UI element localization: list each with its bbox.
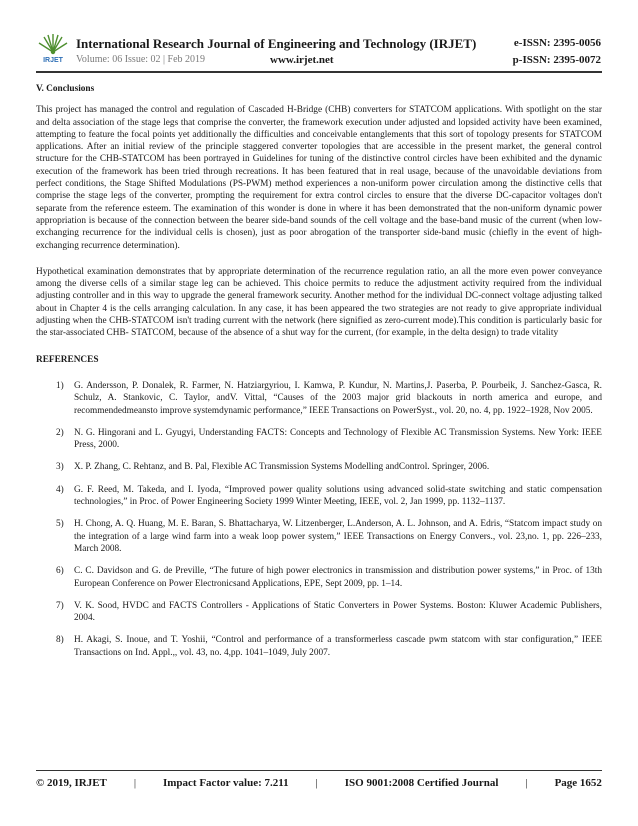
page-content bbox=[36, 80, 602, 669]
page-footer bbox=[36, 777, 602, 789]
reference-number: 8) bbox=[56, 635, 64, 646]
journal-title: International Research Journal of Engineering and Technology (IRJET) bbox=[76, 36, 477, 51]
reference-item bbox=[36, 461, 602, 473]
reference-item bbox=[36, 484, 602, 509]
conclusion-paragraph-2: Hypothetical examination demonstrates that by appropriate determination of the recurrence regulation ratio, an all the more even power conveyance among the diverse cells of a similar stage leg can be achieved. This choice permits to reduce the adjustment activity required from the individual adjusting controller and in this way to upgrade the general framework security. Another method for the individual DC-connect voltage adjusting talked about in Chapter 4 is the cells arranging calculation. In any case, it has been appeared the two strategies are not ready to give appropriate individual adjusting when the CHB-STATCOM isn't trading current with the network (here signified as zero-current mode).This condition is particularly basic for the star-associated CHB- STATCOM, because of the absence of a shut way for the current, (for example, in the delta design) to trade vitality bbox=[36, 266, 602, 339]
footer-separator: | bbox=[315, 777, 318, 789]
reference-item bbox=[36, 600, 602, 625]
volume-issue: Volume: 06 Issue: 02 | Feb 2019 bbox=[76, 54, 206, 65]
e-issn: e-ISSN: 2395-0056 bbox=[513, 37, 601, 49]
footer-iso: ISO 9001:2008 Certified Journal bbox=[344, 777, 499, 789]
footer-divider bbox=[36, 770, 602, 771]
footer-copyright: © 2019, IRJET bbox=[36, 777, 107, 789]
reference-item bbox=[36, 565, 602, 590]
footer-separator: | bbox=[133, 777, 137, 789]
reference-text: H. Akagi, S. Inoue, and T. Yoshii, “Control and performance of a transformerless cascade pwm statcom with star configuration,” IEEE Transactions on Ind. Appl.,, vol. 43, no. 4,pp. 1041–1049, July 2007. bbox=[74, 635, 602, 658]
reference-text: V. K. Sood, HVDC and FACTS Controllers - Applications of Static Converters in Power Systems. Boston: Kluwer Academic Publishers, 2004. bbox=[74, 600, 602, 624]
reference-number: 1) bbox=[56, 380, 64, 391]
p-issn: p-ISSN: 2395-0072 bbox=[512, 54, 601, 66]
section-heading: V. Conclusions bbox=[36, 84, 95, 94]
references-heading: REFERENCES bbox=[36, 354, 99, 365]
reference-number: 3) bbox=[56, 462, 64, 473]
reference-number: 5) bbox=[56, 519, 64, 530]
reference-number: 2) bbox=[56, 427, 64, 438]
reference-list bbox=[36, 380, 602, 659]
reference-text: C. C. Davidson and G. de Preville, “The future of high power electronics in transmission and distribution power systems,” in Proc. of 13th European Conference on Power Electronicsand Applications, EPE, Sept 2009, pp. 1–14. bbox=[74, 566, 602, 589]
reference-text: G. F. Reed, M. Takeda, and I. Iyoda, “Improved power quality solutions using advanced solid-state switching and static compensation technologies,” in Proc. of Power Engineering Society 1999 Winter Meeting, IEEE, vol. 2, Jan 1999, pp. 1132–1137. bbox=[74, 484, 602, 508]
reference-number: 6) bbox=[56, 566, 64, 577]
reference-number: 4) bbox=[56, 484, 64, 495]
logo-text: IRJET bbox=[43, 57, 63, 64]
page-header bbox=[0, 0, 638, 76]
reference-text: N. G. Hingorani and L. Gyugyi, Understanding FACTS: Concepts and Technology of Flexible AC Transmission Systems. New York: IEEE Press, 2000. bbox=[74, 427, 602, 451]
reference-item bbox=[36, 427, 602, 452]
reference-text: X. P. Zhang, C. Rehtanz, and B. Pal, Flexible AC Transmission Systems Modelling andControl. Springer, 2006. bbox=[74, 462, 490, 473]
reference-text: H. Chong, A. Q. Huang, M. E. Baran, S. Bhattacharya, W. Litzenberger, L.Anderson, A. L. Johnson, and A. Edris, “Statcom impact study on the integration of a large wind farm into a weak loop power system,” IEEE Transactions on Energy Convers., vol. 23,no. 1, pp. 226–233, March 2008. bbox=[74, 519, 602, 554]
footer-impact-factor: Impact Factor value: 7.211 bbox=[162, 777, 289, 789]
reference-item bbox=[36, 634, 602, 659]
footer-page-number: Page 1652 bbox=[554, 777, 602, 789]
journal-website: www.irjet.net bbox=[270, 54, 334, 66]
reference-item bbox=[36, 380, 602, 417]
reference-number: 7) bbox=[56, 600, 64, 611]
conclusion-paragraph-1: This project has managed the control and regulation of Cascaded H-Bridge (CHB) converters for STATCOM applications. With spotlight on the star and delta association of the stage legs that comprise the converter, the framework execution under adjusted and lopsided activity have been examined, attempting to feature the focal points yet additionally the difficulties and conceivable entanglements that this sort of topology presents for STATCOM applications. After an initial review of the principle staggered converter topologies that are accessible in the present market, the general control structure for the CHB-STATCOM has been portrayed in Guidelines for tuning of the distinctive control circles have been exhibited and the dynamic execution of the framework has been tried through recreations. It has been featured that in real usage, because of the unavoidable deviations from perfect conditions, the Stage Shifted Modulations (PS-PWM) method experiences a non-uniform power circulation among the distinctive cells that comprise the stage legs of the converter, prompting the requirement for extra control circles to ensure that the diverse DC-capacitor voltages don't separate from the reference esteem. The examination of this wonder is done in where it has been demonstrated that the non-uniform dynamic power appropriation is because of the connection between the bearer side-band sounds of the cell voltage and the base-band music of the current (when low-exchanging recurrence for the individual cells is chosen), just as poor abrogation of the transporter side-band music (chiefly in the event of high- exchanging recurrence determination). bbox=[36, 105, 602, 251]
footer-separator: | bbox=[525, 777, 528, 789]
reference-text: G. Andersson, P. Donalek, R. Farmer, N. Hatziargyriou, I. Kamwa, P. Kundur, N. Martins,J. Paserba, P. Pourbeik, J. Sanchez-Gasca, R. Schulz, A. Stankovic, C. Taylor, andV. Vittal, “Causes of the 2003 major grid blackouts in north america and europe, and recommendedmeansto improve systemdynamic performance,” IEEE Transactions on PowerSyst., vol. 20, no. 4, pp. 1922–1928, Nov 2005. bbox=[74, 380, 602, 416]
header-divider bbox=[36, 71, 602, 73]
irjet-logo-icon bbox=[36, 30, 70, 64]
reference-item bbox=[36, 518, 602, 555]
